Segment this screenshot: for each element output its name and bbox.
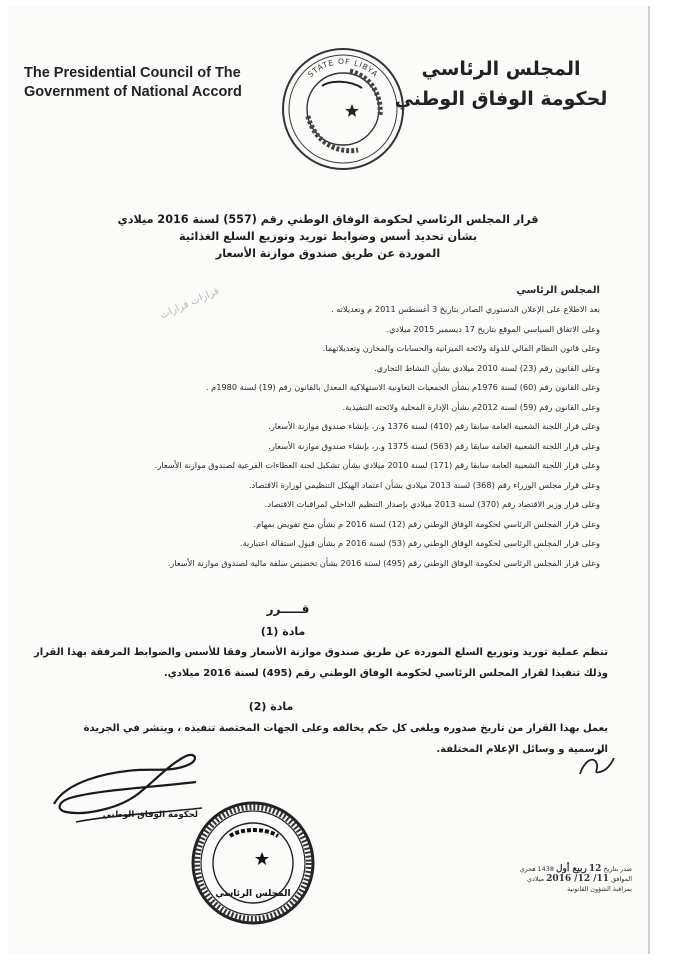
arabic-title-line1: المجلس الرئاسي [421, 58, 581, 80]
preamble-line: بعد الاطلاع على الإعلان الدستوري الصادر بتاريخ 3 أغسطس 2011 م وتعديلاته . [331, 304, 600, 314]
article1-text [18, 642, 608, 684]
article1-title: مادة (1) [260, 625, 306, 638]
preamble-line: وعلى القانون رقم (60) لسنة 1976م بشأن الجمعيات التعاونية الاستهلاكية المعدل بالقانون رقم (19) لسنة 1980م . [205, 382, 600, 392]
article2-line1: يعمل بهذا القرار من تاريخ صدوره ويلغى كل حكم يخالفه وعلى الجهات المختصة تنفيذه ، وينشر في الجريدة [83, 723, 608, 734]
hijri-day: 12 [588, 864, 602, 874]
issue-date-hijri [392, 864, 632, 874]
preamble [40, 284, 600, 573]
article1-line2: وذلك تنفيذا لقرار المجلس الرئاسي لحكومة الوفاق الوطني رقم (495) لسنة 2016 ميلادي. [163, 668, 608, 679]
svg-text:STATE OF LIBYA [306, 57, 380, 79]
decision-title-line1: قرار المجلس الرئاسي لحكومة الوفاق الوطني رقم (557) لسنة 2016 ميلادي [117, 213, 539, 226]
article1-line1: تنظم عملية توريد وتوزيع السلع الموردة عن طريق صندوق موازنة الأسعار وفقا للأسس والضوابط المرفقة بهذا القرار [34, 647, 608, 658]
preamble-line: وعلى قرار وزير الاقتصاد رقم (370) لسنة 2013 ميلادي بإصدار التنظيم الداخلي لمراقبات الاقتصاد. [264, 499, 600, 509]
preamble-line: وعلى قرار المجلس الرئاسي لحكومة الوفاق الوطني رقم (53) لسنة 2016 م بشأن قبول استقالة اعتبارية. [240, 538, 600, 548]
article2-line2: الرسمية و وسائل الإعلام المختلفة. [436, 744, 608, 755]
gregorian-suffix: ميلادي [527, 875, 545, 883]
official-seal-icon [190, 800, 316, 926]
preamble-line: وعلى قرار مجلس الوزراء رقم (368) لسنة 2013 ميلادي بشأن اعتماد الهيكل التنظيمي لوزارة الاقتصاد. [248, 479, 600, 490]
date-footer: بمراقبة الشؤون القانونية [567, 885, 632, 893]
issue-date-block [392, 864, 632, 894]
arabic-title [376, 54, 626, 114]
gregorian-date: 11/ 12/ 2016 [546, 874, 610, 884]
preamble-line: وعلى الاتفاق السياسي الموقع بتاريخ 17 ديسمبر 2015 ميلادي. [386, 323, 600, 334]
seal-top-text: STATE OF LIBYA [305, 56, 381, 80]
received-stamp-watermark: قرارات قرارات [158, 285, 221, 322]
matching-label: الموافق [611, 875, 632, 883]
hijri-month: ربيع أول [555, 864, 587, 874]
preamble-heading: المجلس الرئاسي [516, 285, 600, 296]
preamble-line: وعلى القانون رقم (59) لسنة 2012م بشأن الإدارة المحلية ولائحته التنفيذية. [342, 401, 600, 412]
decision-title-line2: بشأن تحديد أسس وضوابط توريد وتوزيع السلع الغذائية [178, 230, 478, 243]
document-page [8, 6, 650, 954]
preamble-line: وعلى قرار اللجنة الشعبية العامة سابقا رقم (563) لسنة 1375 و.ر، بإنشاء صندوق موازنة الأسعار. [268, 440, 600, 451]
preamble-line: وعلى قرار اللجنة الشعبية العامة سابقا رقم (410) لسنة 1376 و.ر، بإنشاء صندوق موازنة الأسعار. [268, 421, 600, 431]
hijri-year: 1438 هجري [519, 865, 554, 873]
article2-title: مادة (2) [248, 700, 294, 713]
preamble-line: وعلى قانون النظام المالي للدولة ولائحة الميزانية والحسابات والمخازن وتعديلاتهما. [322, 343, 600, 353]
english-title: The Presidential Council of The Government of National Accord [24, 65, 242, 100]
preamble-line: وعلى قرار المجلس الرئاسي لحكومة الوفاق الوطني رقم (495) لسنة 2016 بشأن تخصيص سلفة مالية لصندوق موازنة الأسعار. [167, 557, 600, 568]
decree-heading: قـــــرر [266, 602, 310, 616]
preamble-line: وعلى القانون رقم (23) لسنة 2010 ميلادي بشأن النشاط التجاري. [374, 362, 600, 373]
initial-mark-icon [574, 748, 618, 782]
decision-title [68, 211, 588, 262]
preamble-line: وعلى قرار اللجنة الشعبية العامة سابقا رقم (171) لسنة 2010 ميلادي بشأن تشكيل لجنة العطاءات الفرعية لصندوق موازنة الأسعار. [154, 460, 600, 470]
preamble-line: وعلى قرار المجلس الرئاسي لحكومة الوفاق الوطني رقم (12) لسنة 2016 م بشأن منح تفويض بمهام. [253, 518, 600, 529]
presidential-seal-icon [280, 46, 406, 172]
issue-date-gregorian [392, 874, 632, 884]
arabic-title-line2: لحكومة الوفاق الوطني [394, 88, 608, 110]
decision-title-line3: الموردة عن طريق صندوق موازنة الأسعار [215, 247, 441, 260]
signature-label: لحكومة الوفاق الوطني [102, 810, 198, 820]
issued-label: صدر بتاريخ [603, 865, 632, 873]
seal-bottom-text: المجلس الرئاسي [215, 889, 291, 899]
